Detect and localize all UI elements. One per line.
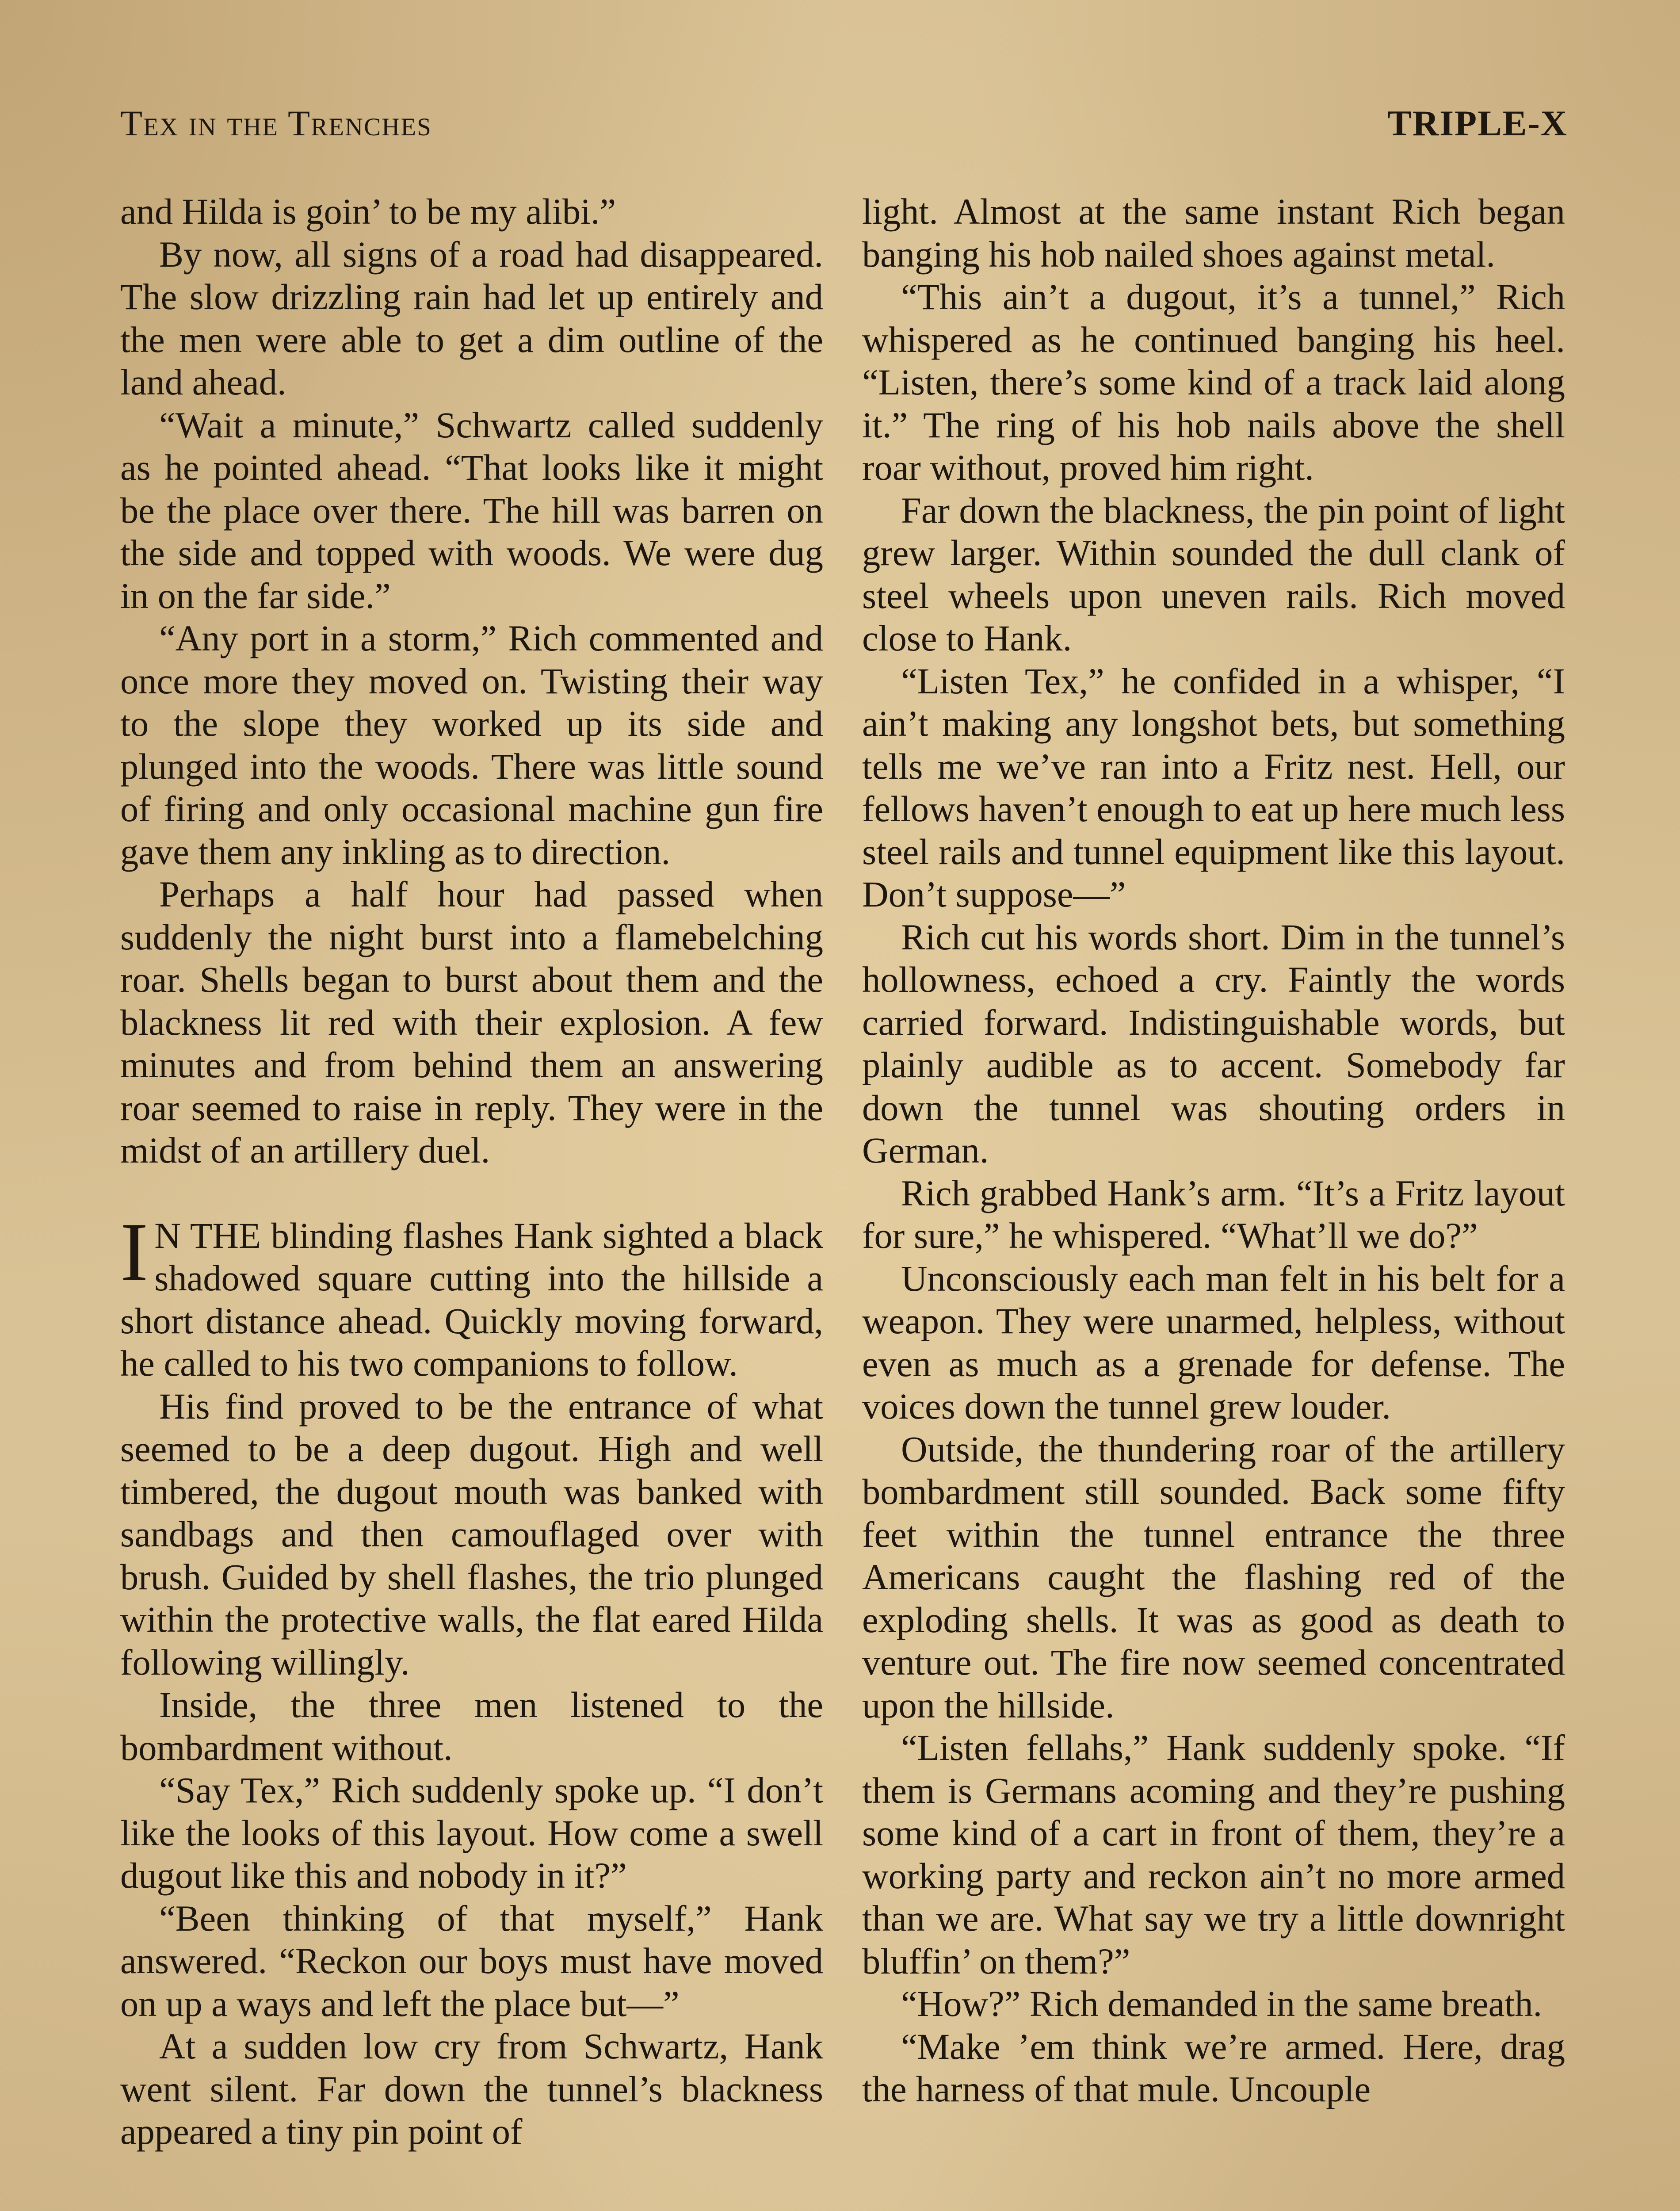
paragraph: “Been thinking of that myself,” Hank answered. “Reckon our boys must have moved on up a ways and left the place but—” — [120, 1897, 823, 2024]
section-opening-paragraph — [120, 1205, 823, 1385]
paragraph: light. Almost at the same instant Rich began banging his hob nailed shoes against metal. — [862, 191, 1565, 275]
paragraph: “Make ’em think we’re armed. Here, drag the harness of that mule. Uncouple — [862, 2026, 1565, 2109]
paragraph: Rich cut his words short. Dim in the tunnel’s hollowness, echoed a cry. Faintly the words carried forward. Indistinguishable words, but plainly audible as to accent. Somebody far down the tunnel was shouting orders in German. — [862, 916, 1565, 1171]
left-column — [120, 190, 823, 2153]
paragraph: By now, all signs of a road had disappeared. The slow drizzling rain had let up entirely and the men were able to get a dim outline of the land ahead. — [120, 233, 823, 402]
paragraph: “Any port in a storm,” Rich commented and once more they moved on. Twisting their way to the slope they worked up its side and plunged into the woods. There was little sound of firing and only occasional machine gun fire gave them any inkling as to direction. — [120, 618, 823, 872]
paragraph: “Listen fellahs,” Hank suddenly spoke. “If them is Germans acoming and they’re pushing some kind of a cart in front of them, they’re a working party and reckon ain’t no more armed than we are. What say we try a little downright bluffin’ on them?” — [862, 1727, 1565, 1981]
paragraph: and Hilda is goin’ to be my alibi.” — [120, 191, 616, 232]
paragraph: “Say Tex,” Rich suddenly spoke up. “I don’t like the looks of this layout. How come a swell dugout like this and nobody in it?” — [120, 1770, 823, 1896]
page-header — [120, 103, 1568, 151]
paragraph: “How?” Rich demanded in the same breath. — [901, 1983, 1543, 2024]
paragraph: “Wait a minute,” Schwartz called suddenly as he pointed ahead. “That looks like it might be the place over there. The hill was barren on the side and topped with woods. We were dug in on the far side.” — [120, 404, 823, 616]
paragraph: His find proved to be the entrance of what seemed to be a deep dugout. High and well timbered, the dugout mouth was banked with sandbags and then camouflaged over with brush. Guided by shell flashes, the trio plunged within the protective walls, the flat eared Hilda following willingly. — [120, 1385, 823, 1683]
paragraph: Rich grabbed Hank’s arm. “It’s a Fritz layout for sure,” he whispered. “What’ll we do?” — [862, 1172, 1565, 1256]
paragraph: Inside, the three men listened to the bombardment without. — [120, 1684, 823, 1768]
paragraph-text: blinding flashes Hank sighted a black shadowed square cutting into the hillside a short distance ahead. Quickly moving forward, he called to his two companions to follow. — [120, 1215, 823, 1384]
lead-in-caps: N THE — [154, 1215, 261, 1256]
right-column — [862, 190, 1565, 2111]
paragraph: “Listen Tex,” he confided in a whisper, “I ain’t making any longshot bets, but something tells me we’ve ran into a Fritz nest. Hell, our fellows haven’t enough to eat up here much less steel rails and tunnel equipment like this layout. Don’t suppose—” — [862, 660, 1565, 914]
paragraph: Outside, the thundering roar of the artillery bombardment still sounded. Back some fifty feet within the tunnel entrance the three Americans caught the flashing red of the exploding shells. It was as good as death to venture out. The fire now seemed concentrated upon the hillside. — [862, 1428, 1565, 1725]
paragraph: Far down the blackness, the pin point of light grew larger. Within sounded the dull clank of steel wheels upon uneven rails. Rich moved close to Hank. — [862, 490, 1565, 658]
section-break — [120, 1172, 823, 1214]
paragraph: Unconsciously each man felt in his belt for a weapon. They were unarmed, helpless, without even as much as a grenade for defense. The voices down the tunnel grew louder. — [862, 1258, 1565, 1427]
magazine-name: TRIPLE-X — [1387, 103, 1568, 143]
running-title: Tex in the Trenches — [120, 103, 432, 143]
paragraph: “This ain’t a dugout, it’s a tunnel,” Rich whispered as he continued banging his heel. “Listen, there’s some kind of a track laid along it.” The ring of his hob nails above the shell roar without, proved him right. — [862, 276, 1565, 488]
paragraph: Perhaps a half hour had passed when suddenly the night burst into a flamebelching roar. Shells began to burst about them and the blackness lit red with their explosion. A few minutes and from behind them an answering roar seemed to raise in reply. They were in the midst of an artillery duel. — [120, 874, 823, 1171]
drop-cap: I — [120, 1205, 149, 1299]
paragraph: At a sudden low cry from Schwartz, Hank went silent. Far down the tunnel’s blackness appeared a tiny pin point of — [120, 2026, 823, 2152]
